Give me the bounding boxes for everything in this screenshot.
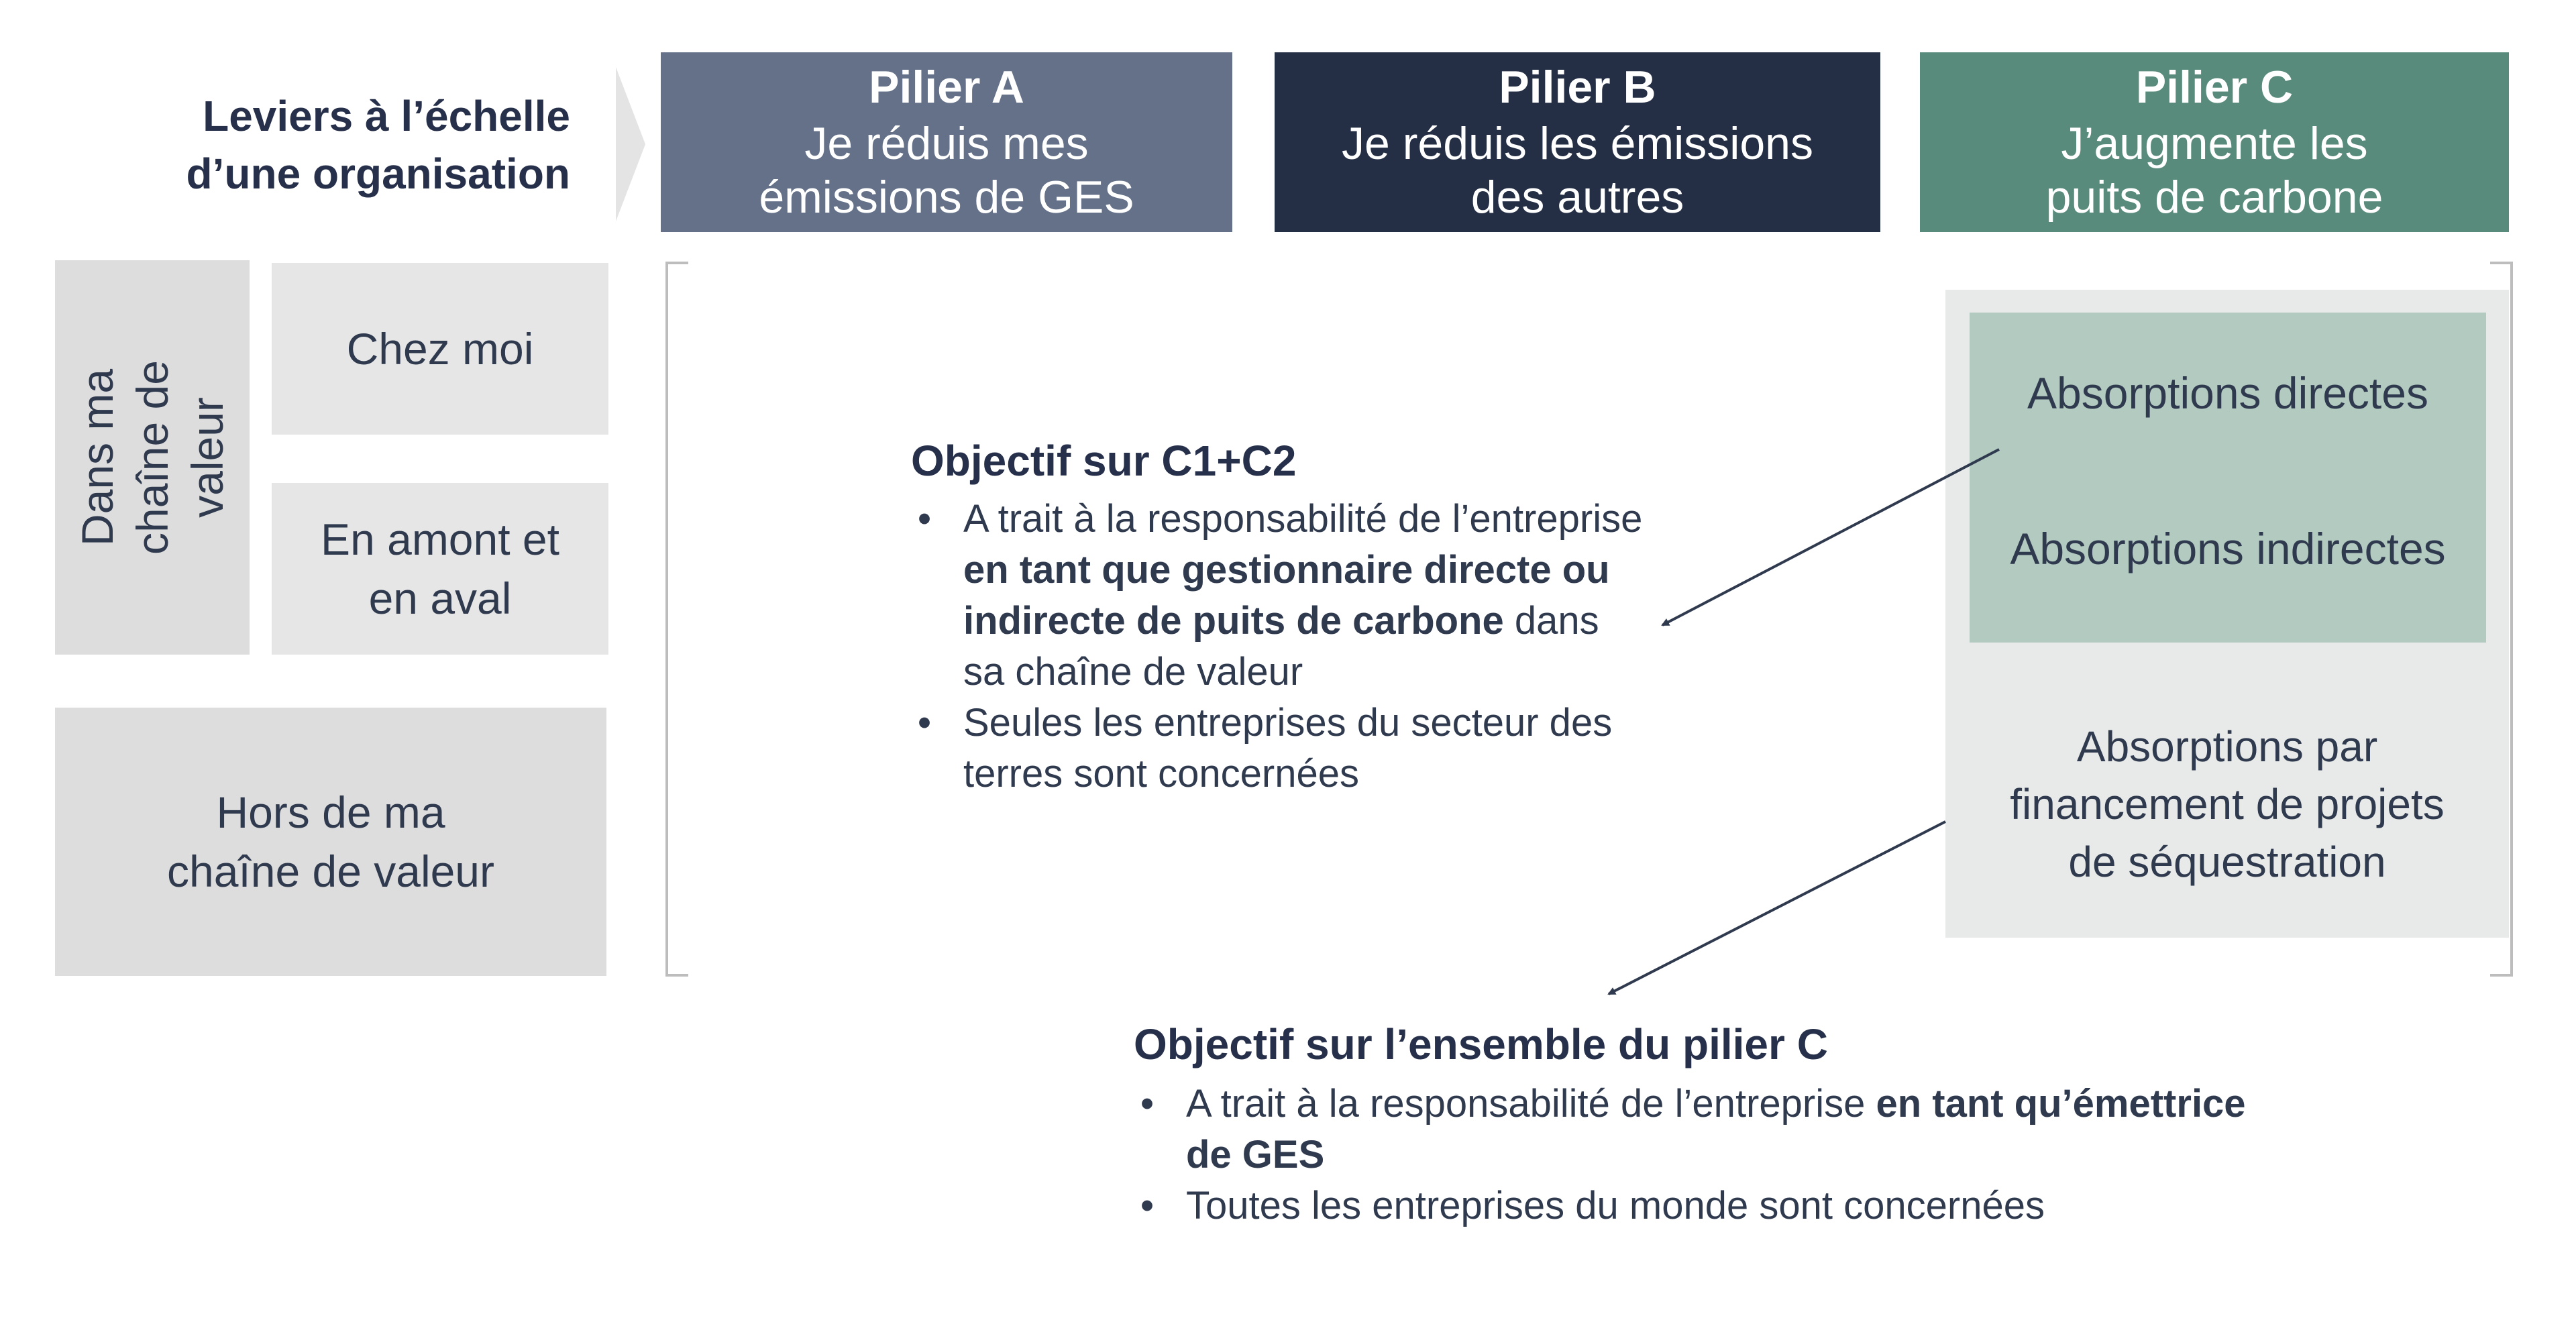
leviers-line1: Leviers à l’échelle xyxy=(203,92,570,140)
dans-ma-line2: chaîne de xyxy=(127,360,177,555)
chez-moi-cell xyxy=(272,263,608,435)
arrow-financement-to-objectif-c xyxy=(1609,822,1945,994)
financement-line1: Absorptions par xyxy=(2076,722,2378,771)
objectif-pilier-c-bullet1 xyxy=(1134,1079,2274,1180)
bullet1-text-pre: A trait à la responsabilité de l’entreprise xyxy=(963,497,1643,541)
pillar-a-line2: émissions de GES xyxy=(759,172,1134,223)
objectif-pilier-c-block xyxy=(1134,1020,2274,1231)
pillar-b-line1: Je réduis les émissions xyxy=(1342,118,1813,169)
bullet1-text-bold: en tant qu’émettrice de GES xyxy=(1186,1082,2246,1176)
dans-ma-chaine-label xyxy=(70,360,235,555)
objectif-c1c2-block xyxy=(911,436,1649,800)
chevron-right-icon xyxy=(610,67,651,221)
objectif-c1c2-title: Objectif sur C1+C2 xyxy=(911,437,1297,485)
pillar-b-line2: des autres xyxy=(1470,172,1684,223)
dans-ma-line1: Dans ma xyxy=(72,368,122,547)
bullet1-text-bold: en tant que gestionnaire directe ou indirecte de puits de carbone xyxy=(963,548,1610,643)
amont-line1: En amont et xyxy=(321,514,559,564)
pillar-b-title: Pilier B xyxy=(1499,62,1656,113)
pillar-a-header xyxy=(661,52,1232,232)
pillar-c-line1: J’augmente les xyxy=(2061,118,2368,169)
objectif-c1c2-bullet1 xyxy=(911,494,1649,698)
objectif-c1c2-bullet2: • Seules les entreprises du secteur des terres sont concernées xyxy=(911,698,1649,800)
pillar-b-header xyxy=(1275,52,1880,232)
absorptions-directes-label: Absorptions directes xyxy=(2027,368,2428,418)
financement-line3: de séquestration xyxy=(2068,838,2386,886)
bullet1-text-pre: A trait à la responsabilité de l’entreprise xyxy=(1186,1082,1876,1125)
left-bracket xyxy=(665,262,688,977)
hors-line1: Hors de ma xyxy=(216,787,445,837)
pillar-c-header xyxy=(1920,52,2509,232)
absorptions-indirectes-label: Absorptions indirectes xyxy=(2010,524,2446,573)
pillar-a-line1: Je réduis mes xyxy=(804,118,1089,169)
hors-chaine-cell xyxy=(55,708,606,976)
objectif-pilier-c-list xyxy=(1134,1079,2274,1231)
dans-ma-line3: valeur xyxy=(182,397,232,518)
objectif-pilier-c-title: Objectif sur l’ensemble du pilier C xyxy=(1134,1020,1828,1068)
chez-moi-label: Chez moi xyxy=(346,324,534,374)
objectif-c1c2-list xyxy=(911,494,1649,800)
dans-ma-chaine-cell xyxy=(55,260,250,655)
objectif-pilier-c-bullet2: • Toutes les entreprises du monde sont concernées xyxy=(1134,1180,2274,1231)
absorptions-financement-label xyxy=(1945,718,2509,891)
amont-aval-cell xyxy=(272,483,608,655)
financement-line2: financement de projets xyxy=(2010,780,2445,828)
leviers-label xyxy=(114,87,570,203)
amont-line2: en aval xyxy=(368,573,512,623)
leviers-line2: d’une organisation xyxy=(186,150,570,198)
pillar-c-line2: puits de carbone xyxy=(2045,172,2383,223)
bullet1-text-post: dans sa chaîne de valeur xyxy=(963,599,1599,694)
pillar-a-title: Pilier A xyxy=(869,62,1024,113)
absorptions-green-box xyxy=(1970,313,2486,643)
hors-line2: chaîne de valeur xyxy=(166,846,494,896)
pillar-c-title: Pilier C xyxy=(2135,62,2294,113)
